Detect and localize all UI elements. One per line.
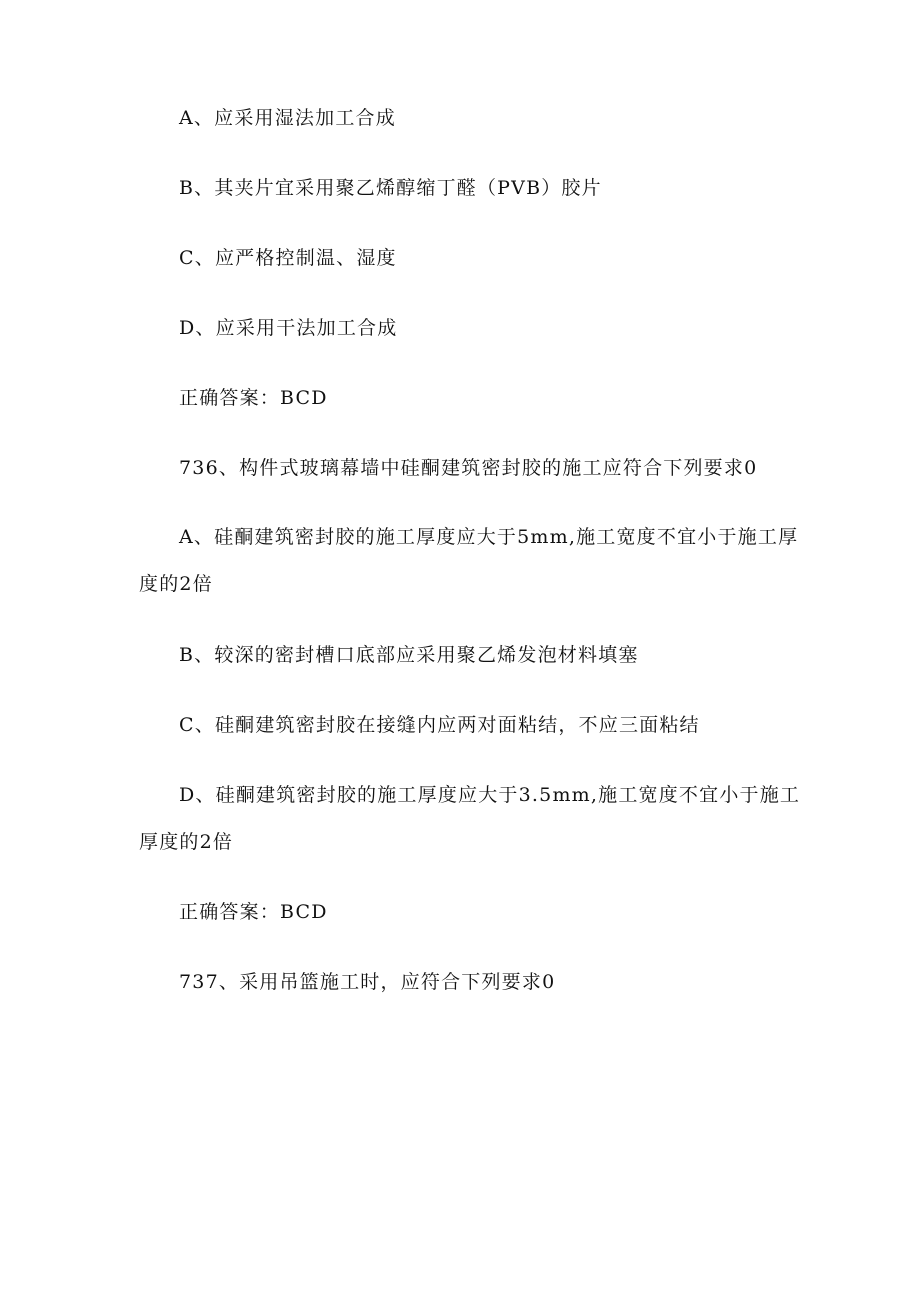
q736-option-d-line2: 厚度的2倍 — [139, 831, 234, 853]
q735-option-a: A、应采用湿法加工合成 — [179, 107, 396, 129]
q736-option-b: B、较深的密封槽口底部应采用聚乙烯发泡材料填塞 — [179, 644, 639, 666]
q735-option-b: B、其夹片宜采用聚乙烯醇缩丁醛（PVB）胶片 — [179, 177, 602, 199]
q735-option-c: C、应严格控制温、湿度 — [179, 247, 397, 269]
q735-option-d: D、应采用干法加工合成 — [179, 317, 398, 339]
q736-option-c: C、硅酮建筑密封胶在接缝内应两对面粘结，不应三面粘结 — [179, 714, 700, 736]
q736-option-a-line2: 度的2倍 — [139, 573, 213, 595]
q736-answer: 正确答案：BCD — [179, 901, 328, 923]
q736-question: 736、构件式玻璃幕墙中硅酮建筑密封胶的施工应符合下列要求0 — [179, 457, 758, 479]
q735-answer: 正确答案：BCD — [179, 387, 328, 409]
q736-option-a-line1: A、硅酮建筑密封胶的施工厚度应大于5mm,施工宽度不宜小于施工厚 — [179, 526, 799, 548]
q737-question: 737、采用吊篮施工时，应符合下列要求0 — [179, 971, 556, 993]
q736-option-d-line1: D、硅酮建筑密封胶的施工厚度应大于3.5mm,施工宽度不宜小于施工 — [179, 784, 801, 806]
